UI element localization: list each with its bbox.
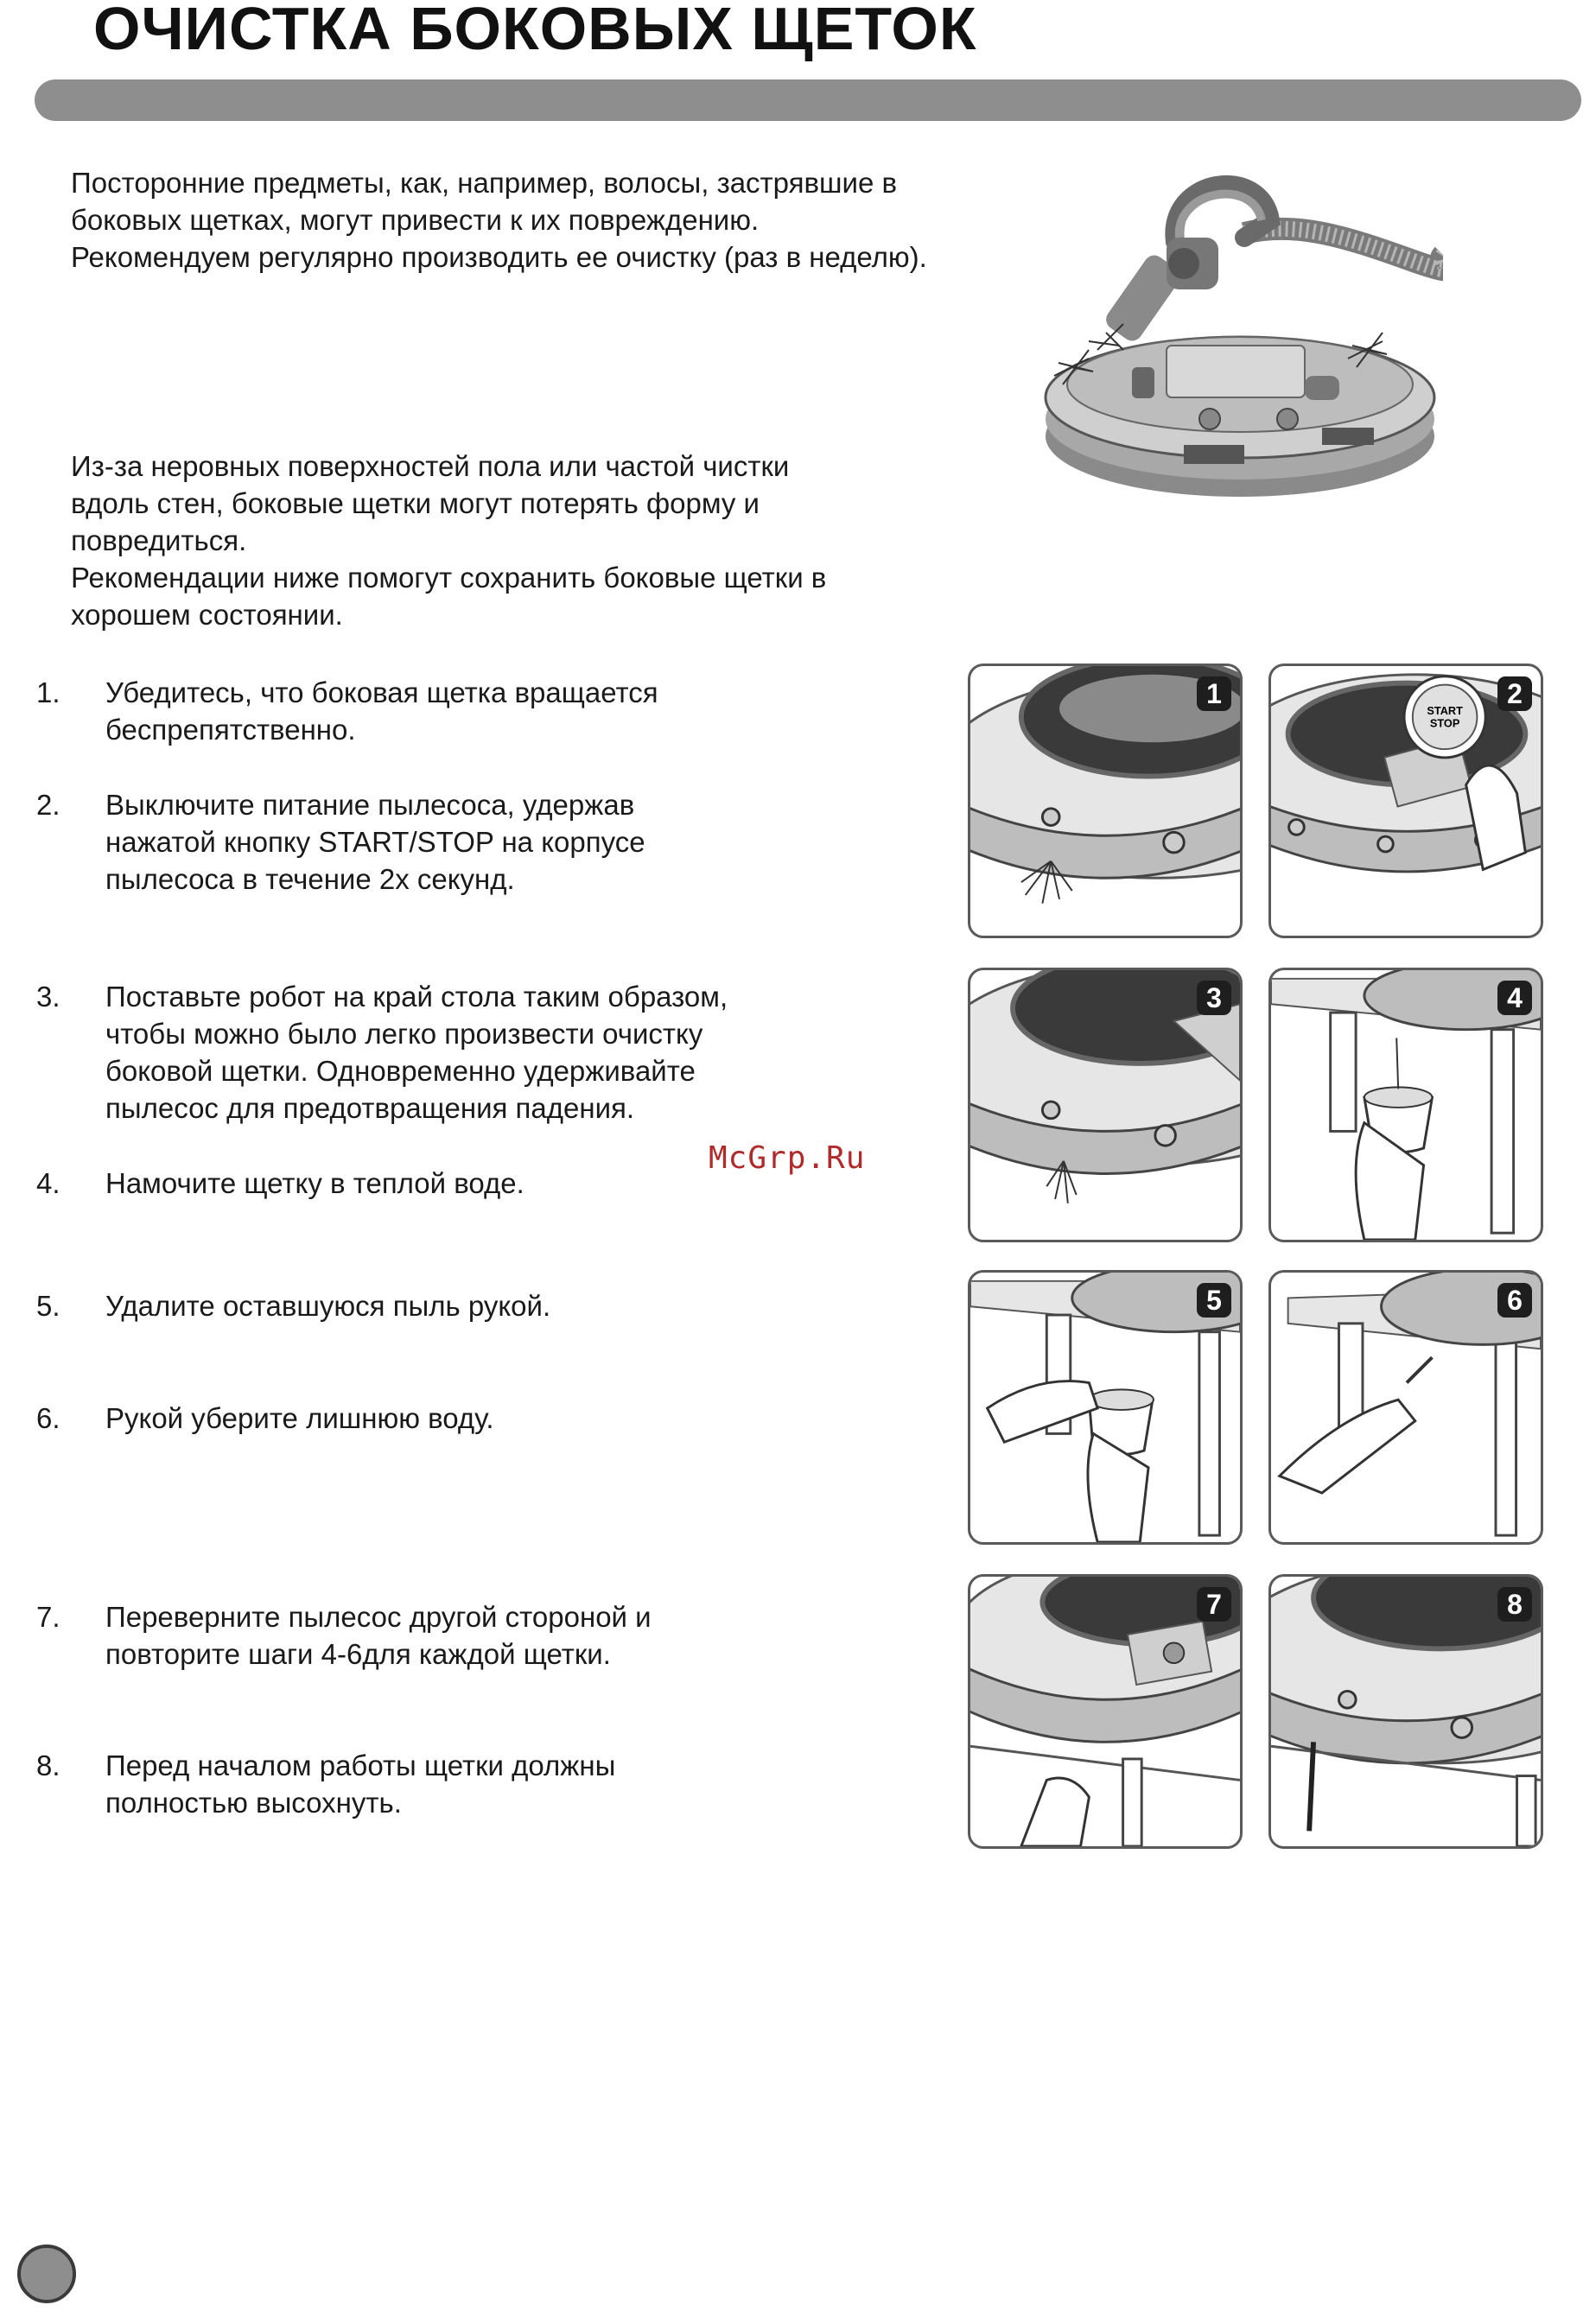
- step-text: чтобы можно было легко произвести очистку: [105, 1018, 703, 1050]
- step-text: Перед началом работы щетки должны: [105, 1749, 616, 1781]
- start-label: START: [1427, 703, 1463, 717]
- step-illustration-6: [1268, 1270, 1543, 1545]
- step-text: боковой щетки. Одновременно удерживайте: [105, 1055, 696, 1087]
- step-number: 4.: [36, 1167, 60, 1199]
- note-line: хорошем состоянии.: [71, 599, 343, 631]
- step-number: 1.: [36, 676, 60, 708]
- step-illustration-7: [968, 1574, 1243, 1849]
- intro-line: Рекомендуем регулярно производить ее очистку (раз в неделю).: [71, 241, 927, 273]
- step-badge: 6: [1497, 1283, 1532, 1318]
- step-number: 2.: [36, 789, 60, 821]
- step-2: [36, 786, 900, 898]
- vacuum-hose-robot-illustration: [1037, 160, 1443, 497]
- note-paragraph: [71, 448, 1030, 633]
- note-line: Из-за неровных поверхностей пола или частой чистки: [71, 450, 790, 482]
- step-3: [36, 978, 900, 1127]
- page-title: ОЧИСТКА БОКОВЫХ ЩЕТОК: [93, 0, 977, 62]
- step-text: Выключите питание пылесоса, удержав: [105, 789, 635, 821]
- step-text: Убедитесь, что боковая щетка вращается: [105, 676, 658, 708]
- step-text: пылесос для предотвращения падения.: [105, 1092, 635, 1124]
- step-8: [36, 1747, 900, 1821]
- step-text: беспрепятственно.: [105, 714, 356, 746]
- step-badge: 7: [1197, 1587, 1231, 1622]
- note-line: повредиться.: [71, 524, 247, 556]
- intro-line: Посторонние предметы, как, например, волосы, застрявшие в: [71, 167, 898, 199]
- step-illustration-4: [1268, 968, 1543, 1242]
- step-badge: 2: [1497, 676, 1532, 711]
- step-6: [36, 1400, 900, 1437]
- watermark: McGrp.Ru: [709, 1140, 866, 1176]
- step-text: Переверните пылесос другой стороной и: [105, 1601, 652, 1633]
- step-badge: 4: [1497, 981, 1532, 1015]
- step-1: [36, 674, 900, 748]
- step-badge: 8: [1497, 1587, 1532, 1622]
- step-text: повторите шаги 4-6для каждой щетки.: [105, 1638, 611, 1670]
- step-badge: 1: [1197, 676, 1231, 711]
- step-text: Поставьте робот на край стола таким образом,: [105, 981, 728, 1013]
- step-text: полностью высохнуть.: [105, 1787, 402, 1819]
- step-illustration-2: [1268, 664, 1543, 938]
- step-number: 6.: [36, 1402, 60, 1434]
- step-text: пылесоса в течение 2х секунд.: [105, 863, 515, 895]
- step-badge: 5: [1197, 1283, 1231, 1318]
- step-illustration-8: [1268, 1574, 1543, 1849]
- step-text: Намочите щетку в теплой воде.: [105, 1167, 524, 1199]
- step-number: 7.: [36, 1601, 60, 1633]
- stop-label: STOP: [1429, 716, 1460, 730]
- step-illustration-5: [968, 1270, 1243, 1545]
- step-badge: 3: [1197, 981, 1231, 1015]
- page-number-circle: [17, 2245, 76, 2303]
- intro-line: боковых щетках, могут привести к их повреждению.: [71, 204, 760, 236]
- step-text: Рукой уберите лишнюю воду.: [105, 1402, 494, 1434]
- step-illustration-3: [968, 968, 1243, 1242]
- title-bar: [35, 79, 1581, 121]
- step-7: [36, 1598, 900, 1673]
- step-number: 8.: [36, 1749, 60, 1781]
- step-text: Удалите оставшуюся пыль рукой.: [105, 1290, 551, 1322]
- step-text: нажатой кнопку START/STOP на корпусе: [105, 826, 645, 858]
- note-line: Рекомендации ниже помогут сохранить боковые щетки в: [71, 562, 827, 594]
- step-5: [36, 1287, 900, 1324]
- step-number: 5.: [36, 1290, 60, 1322]
- step-illustration-1: [968, 664, 1243, 938]
- step-number: 3.: [36, 981, 60, 1013]
- intro-paragraph: [71, 164, 1030, 276]
- note-line: вдоль стен, боковые щетки могут потерять форму и: [71, 487, 760, 519]
